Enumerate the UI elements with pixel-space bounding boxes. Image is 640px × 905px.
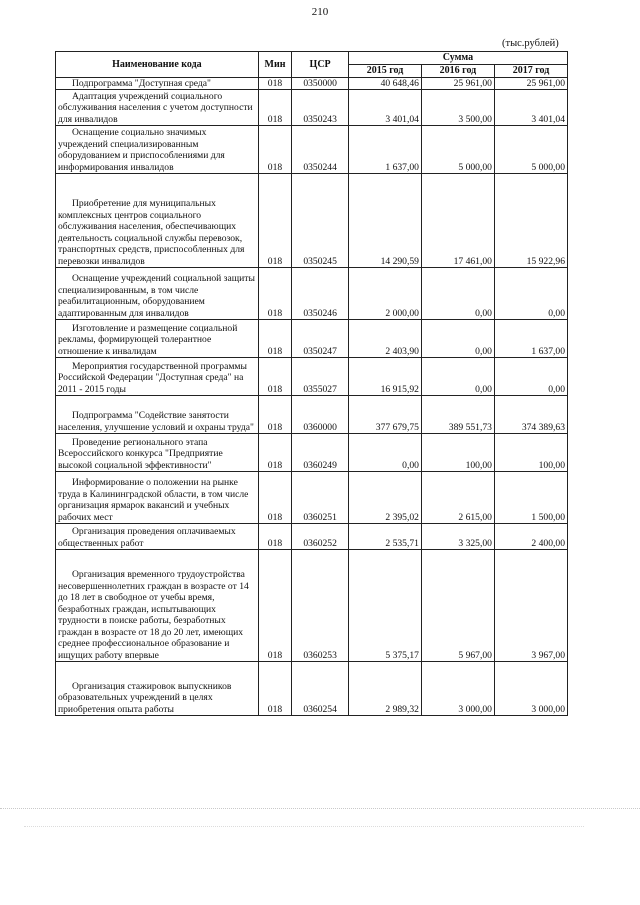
- table-row: [56, 126, 568, 174]
- table-row: [56, 550, 568, 662]
- row-2017: 374 389,63: [494, 396, 567, 434]
- row-2017: 5 000,00: [494, 126, 567, 174]
- budget-table: [55, 51, 568, 716]
- row-csr: 0360253: [292, 550, 349, 662]
- row-csr: 0350246: [292, 268, 349, 320]
- row-2016: 0,00: [421, 268, 494, 320]
- row-csr: 0360000: [292, 396, 349, 434]
- row-min: 018: [258, 174, 291, 268]
- table-row: [56, 90, 568, 126]
- page-number: 210: [311, 6, 329, 18]
- row-2016: 5 967,00: [421, 550, 494, 662]
- row-2016: 100,00: [421, 434, 494, 472]
- row-min: 018: [258, 662, 291, 716]
- row-csr: 0360251: [292, 472, 349, 524]
- units-label: (тыс.рублей): [502, 38, 559, 49]
- row-2015: 0,00: [348, 434, 421, 472]
- row-2016: 17 461,00: [421, 174, 494, 268]
- row-2016: 3 000,00: [421, 662, 494, 716]
- table-row: [56, 434, 568, 472]
- header-2016: 2016 год: [421, 64, 494, 77]
- table-row: [56, 662, 568, 716]
- row-csr: 0350243: [292, 90, 349, 126]
- scan-artifact: [24, 826, 584, 828]
- row-min: 018: [258, 434, 291, 472]
- row-csr: 0350000: [292, 77, 349, 90]
- row-2017: 15 922,96: [494, 174, 567, 268]
- row-2016: 3 325,00: [421, 524, 494, 550]
- row-2016: 25 961,00: [421, 77, 494, 90]
- header-2017: 2017 год: [494, 64, 567, 77]
- row-name: Проведение регионального этапа Всероссийского конкурса "Предприятие высокой социальной эффективности": [56, 434, 259, 472]
- row-2016: 0,00: [421, 320, 494, 358]
- row-min: 018: [258, 320, 291, 358]
- row-csr: 0360252: [292, 524, 349, 550]
- row-2017: 1 500,00: [494, 472, 567, 524]
- row-min: 018: [258, 268, 291, 320]
- row-2017: 0,00: [494, 268, 567, 320]
- row-2017: 3 401,04: [494, 90, 567, 126]
- row-name: Мероприятия государственной программы Российской Федерации "Доступная среда" на 2011 - 2015 годы: [56, 358, 259, 396]
- row-2015: 2 989,32: [348, 662, 421, 716]
- row-2015: 40 648,46: [348, 77, 421, 90]
- row-2017: 25 961,00: [494, 77, 567, 90]
- header-min: Мин: [258, 52, 291, 78]
- table-row: [56, 174, 568, 268]
- row-2015: 1 637,00: [348, 126, 421, 174]
- row-2017: 3 967,00: [494, 550, 567, 662]
- row-min: 018: [258, 472, 291, 524]
- row-csr: 0355027: [292, 358, 349, 396]
- row-csr: 0360254: [292, 662, 349, 716]
- row-2017: 0,00: [494, 358, 567, 396]
- row-name: Адаптация учреждений социального обслуживания населения с учетом доступности для инвалидов: [56, 90, 259, 126]
- row-2015: 3 401,04: [348, 90, 421, 126]
- row-2016: 3 500,00: [421, 90, 494, 126]
- row-min: 018: [258, 524, 291, 550]
- row-name: Организация стажировок выпускников образовательных учреждений в целях приобретения опыта работы: [56, 662, 259, 716]
- row-2016: 2 615,00: [421, 472, 494, 524]
- row-min: 018: [258, 550, 291, 662]
- row-2015: 16 915,92: [348, 358, 421, 396]
- row-csr: 0350244: [292, 126, 349, 174]
- row-name: Приобретение для муниципальных комплексных центров социального обслуживания населения, обеспечивающих деятельность социальной службы перевозок, транспортных средств, приспособленных для перевозки инвалидов: [56, 174, 259, 268]
- row-2015: 2 535,71: [348, 524, 421, 550]
- row-min: 018: [258, 126, 291, 174]
- row-min: 018: [258, 358, 291, 396]
- row-name: Изготовление и размещение социальной рекламы, формирующей толерантное отношение к инвалидам: [56, 320, 259, 358]
- table-row: [56, 472, 568, 524]
- row-name: Информирование о положении на рынке труда в Калининградской области, в том числе организация ярмарок вакансий и учебных рабочих мест: [56, 472, 259, 524]
- header-name: Наименование кода: [56, 52, 259, 78]
- row-csr: 0350247: [292, 320, 349, 358]
- row-name: Подпрограмма "Доступная среда": [56, 77, 259, 90]
- row-min: 018: [258, 396, 291, 434]
- row-2016: 389 551,73: [421, 396, 494, 434]
- table-row: [56, 320, 568, 358]
- table-row: [56, 396, 568, 434]
- row-2015: 2 403,90: [348, 320, 421, 358]
- header-csr: ЦСР: [292, 52, 349, 78]
- header-2015: 2015 год: [348, 64, 421, 77]
- row-name: Оснащение учреждений социальной защиты специализированным, в том числе реабилитационным, оборудованием адаптированным для инвалидов: [56, 268, 259, 320]
- row-2017: 3 000,00: [494, 662, 567, 716]
- row-2017: 100,00: [494, 434, 567, 472]
- table-row: [56, 77, 568, 90]
- row-2015: 2 395,02: [348, 472, 421, 524]
- row-name: Подпрограмма "Содействие занятости населения, улучшение условий и охраны труда": [56, 396, 259, 434]
- row-2016: 5 000,00: [421, 126, 494, 174]
- row-min: 018: [258, 77, 291, 90]
- row-2017: 1 637,00: [494, 320, 567, 358]
- row-2015: 377 679,75: [348, 396, 421, 434]
- table-row: [56, 358, 568, 396]
- row-2015: 14 290,59: [348, 174, 421, 268]
- row-2017: 2 400,00: [494, 524, 567, 550]
- table-row: [56, 524, 568, 550]
- row-name: Организация временного трудоустройства несовершеннолетних граждан в возрасте от 14 до 18 лет в свободное от учебы время, безработных граждан, испытывающих трудности в поиске работы, безработных граждан в возрасте от 18 до 20 лет, имеющих среднее профессиональное образование и ищущих работу впервые: [56, 550, 259, 662]
- table-row: [56, 268, 568, 320]
- table-body: [56, 77, 568, 716]
- row-name: Оснащение социально значимых учреждений специализированным оборудованием и приспособлениями для информирования инвалидов: [56, 126, 259, 174]
- row-2016: 0,00: [421, 358, 494, 396]
- row-name: Организация проведения оплачиваемых общественных работ: [56, 524, 259, 550]
- row-2015: 5 375,17: [348, 550, 421, 662]
- row-csr: 0350245: [292, 174, 349, 268]
- scan-artifact: [0, 808, 640, 810]
- row-min: 018: [258, 90, 291, 126]
- header-sum: Сумма: [348, 52, 567, 65]
- row-2015: 2 000,00: [348, 268, 421, 320]
- row-csr: 0360249: [292, 434, 349, 472]
